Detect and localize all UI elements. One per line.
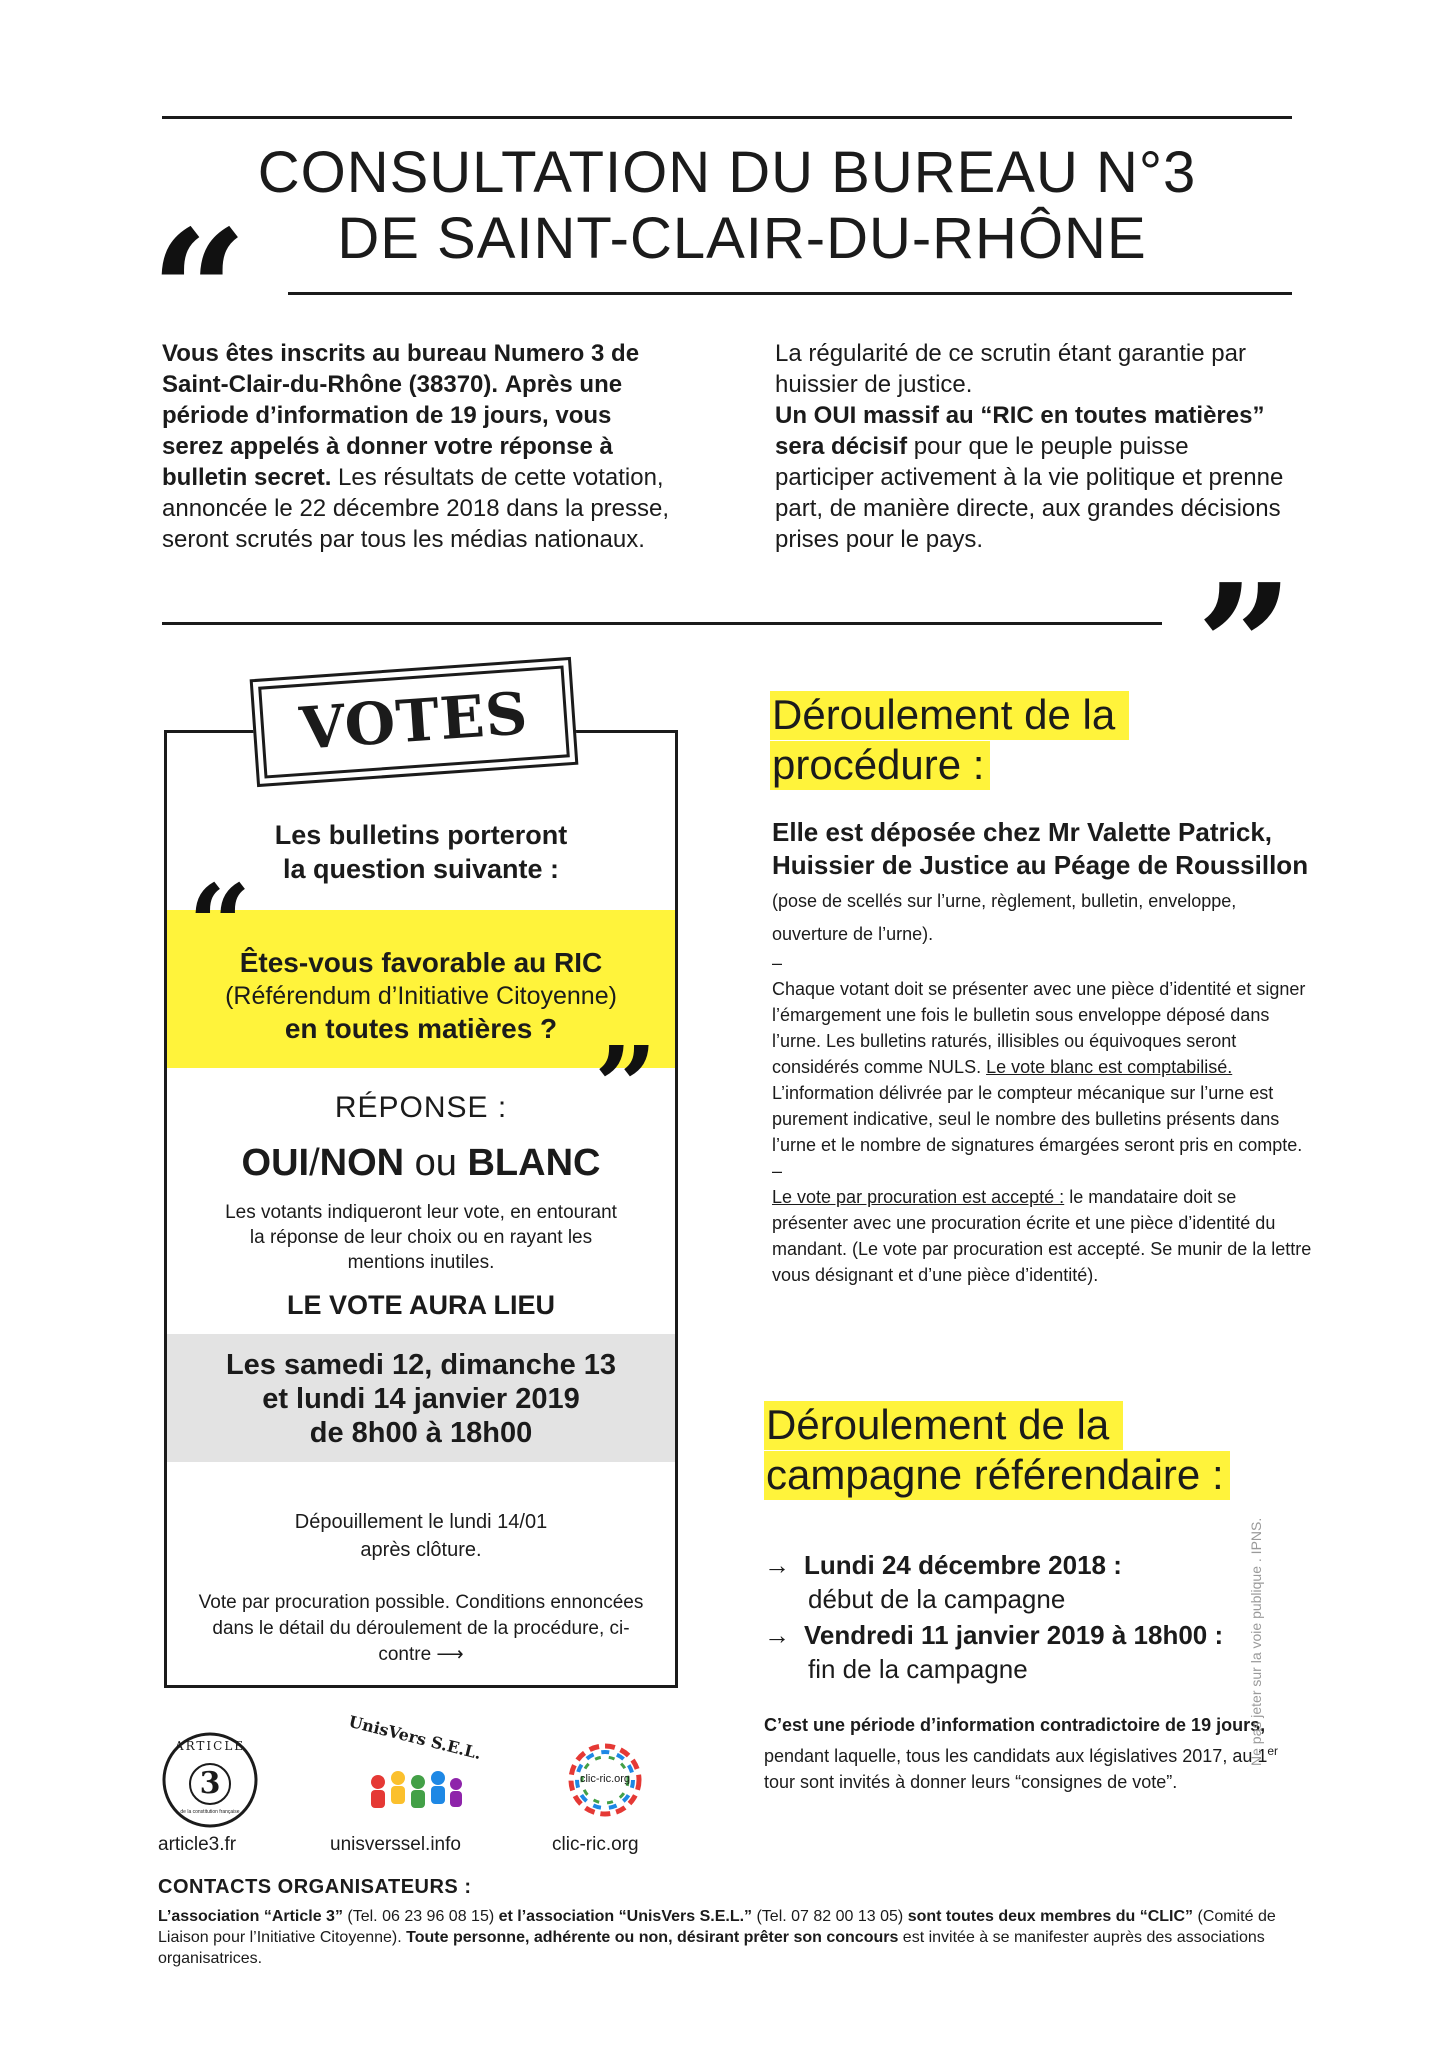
- votes-stamp-label: VOTES: [297, 679, 531, 763]
- question-line-1: Êtes-vous favorable au RIC: [239, 947, 603, 978]
- unisvers-caption: unisverssel.info: [330, 1834, 461, 1855]
- contacts-a-bold: L’association “Article 3”: [158, 1908, 343, 1925]
- depouillement-line-2: après clôture.: [360, 1539, 482, 1561]
- procedure-p2-underlined: Le vote par procuration est accepté :: [772, 1187, 1065, 1207]
- contacts-a-text: (Tel. 06 23 96 08 15): [342, 1908, 499, 1925]
- procedure-intro-bold: Elle est déposée chez Mr Valette Patrick, Huissier de Justice au Péage de Roussillon: [772, 817, 1309, 880]
- article3-numeral: 3: [199, 1766, 221, 1801]
- clic-ric-inner-text: clic-ric.org: [579, 1773, 631, 1785]
- procedure-body: [772, 816, 1312, 1288]
- clic-ric-caption: clic-ric.org: [552, 1834, 639, 1855]
- option-blanc: BLANC: [467, 1142, 601, 1184]
- reponse-options: [167, 1140, 675, 1186]
- procedure-p1-a: Chaque votant doit se présenter avec une pièce d’identité et signer l’émargement une fois le bulletin sous enveloppe déposé dans l’urne. Les bulletins raturés, illisibles ou équivoques seront considérés comme NULS.: [772, 979, 1306, 1077]
- procedure-heading-line-2: procédure :: [770, 741, 990, 790]
- reponse-label: RÉPONSE :: [334, 1091, 508, 1124]
- side-note: Ne pas jeter sur la voie publique . IPNS.: [1248, 1517, 1264, 1766]
- unisvers-people-icon: [358, 1764, 468, 1824]
- vote-heading: LE VOTE AURA LIEU: [286, 1290, 555, 1320]
- intro-bottom-rule: [162, 622, 1162, 625]
- open-quote-icon: “: [150, 193, 248, 393]
- campagne-heading-line-1: Déroulement de la: [764, 1401, 1123, 1450]
- depouillement: [167, 1508, 675, 1564]
- close-quote-icon: ”: [1196, 547, 1294, 747]
- intro-left-text: Les résultats de cette votation, annoncée le 22 décembre 2018 dans la presse, seront scrutés par tous les médias nationaux.: [162, 464, 670, 553]
- contacts-c-bold: sont toutes deux membres du “CLIC”: [907, 1908, 1194, 1925]
- contacts-c-text: (Comité de Liaison pour l’Initiative Citoyenne).: [158, 1908, 1276, 1946]
- contacts-heading: CONTACTS ORGANISATEURS :: [158, 1876, 472, 1898]
- campagne-heading-line-2: campagne référendaire :: [764, 1451, 1230, 1500]
- vote-dates: [167, 1348, 675, 1450]
- option-oui: OUI: [241, 1142, 310, 1184]
- article3-sub-text: de la constitution française: [180, 1809, 240, 1815]
- question-line-2: (Référendum d’Initiative Citoyenne): [225, 982, 617, 1010]
- contacts-b-bold: et l’association “UnisVers S.E.L.”: [498, 1908, 753, 1925]
- dates-line-1: Les samedi 12, dimanche 13: [225, 1349, 617, 1381]
- question-open-quote-icon: “: [188, 860, 252, 989]
- procedure-p2-a: le mandataire doit se présenter avec une procuration écrite et une pièce d’identité du mandant. (Le vote par procuration est accepté. Se munir de la lettre vous désignant et d’une pièce d’identité).: [772, 1187, 1312, 1285]
- intro-right-bold: Un OUI massif au “RIC en toutes matières” sera décisif: [775, 402, 1265, 460]
- depouillement-line-1: Dépouillement le lundi 14/01: [294, 1511, 548, 1533]
- arrow-icon: →: [764, 1620, 790, 1650]
- option-ou: ou: [404, 1142, 468, 1184]
- article3-ring-text: ARTICLE: [174, 1739, 246, 1753]
- logo-article3[interactable]: [158, 1730, 298, 1860]
- intro-left-bold-1: Vous êtes inscrits au bureau Numero 3 de Saint-Clair-du-Rhône (38370).: [162, 340, 640, 398]
- campagne-para-sup: er: [1267, 1744, 1279, 1758]
- campagne-para-b: tour sont invités à donner leurs “consignes de vote”.: [764, 1772, 1178, 1792]
- campagne-item-2-text: fin de la campagne: [808, 1654, 1028, 1684]
- logo-unisvers[interactable]: [330, 1711, 490, 1860]
- option-slash: /: [309, 1142, 320, 1184]
- intro-right-text-2: pour que le peuple puisse participer activement à la vie politique et prenne part, de manière directe, aux grandes décisions prises pour le pays.: [775, 433, 1284, 553]
- campagne-item-1-text: début de la campagne: [808, 1584, 1066, 1614]
- unisvers-ring-text: UnisVers S.E.L.: [346, 1711, 484, 1764]
- intro-right-text-1: La régularité de ce scrutin étant garantie par huissier de justice.: [775, 340, 1246, 398]
- campagne-paragraph: [764, 1712, 1286, 1795]
- intro-left-bold-2: Après une période d’information de 19 jours, vous serez appelés à donner votre réponse à bulletin secret.: [162, 371, 623, 491]
- top-rule: [162, 116, 1292, 119]
- campagne-item-1: [764, 1548, 1324, 1616]
- procedure-heading-line-1: Déroulement de la: [770, 691, 1129, 740]
- title-line-2: DE SAINT-CLAIR-DU-RHÔNE: [337, 206, 1147, 271]
- campagne-heading: [764, 1400, 1324, 1500]
- dates-line-2: et lundi 14 janvier 2019: [262, 1383, 580, 1415]
- contacts-text: [158, 1906, 1308, 1969]
- question-intro-line-2: la question suivante :: [282, 854, 560, 884]
- procedure-paragraph-2: [772, 1184, 1312, 1288]
- campagne-item-2-bold: Vendredi 11 janvier 2019 à 18h00 :: [804, 1620, 1224, 1650]
- title-underline: [288, 292, 1292, 295]
- procedure-dash-1: –: [772, 953, 783, 973]
- contacts-d-bold: Toute personne, adhérente ou non, désirant prêter son concours: [406, 1929, 899, 1946]
- procedure-dash-2: –: [772, 1161, 783, 1181]
- dates-line-3: de 8h00 à 18h00: [309, 1417, 533, 1449]
- title-line-1: CONSULTATION DU BUREAU N°3: [257, 140, 1197, 205]
- intro-right: [775, 338, 1285, 555]
- logo-clic-ric[interactable]: [552, 1740, 672, 1860]
- question-line-3: en toutes matières ?: [284, 1013, 558, 1044]
- votes-stamp: [250, 657, 579, 787]
- contacts-b-text: (Tel. 07 82 00 13 05): [752, 1908, 908, 1925]
- campagne-para-a: pendant laquelle, tous les candidats aux législatives 2017, au 1: [764, 1746, 1268, 1766]
- contacts-d-text: est invitée à se manifester auprès des associations organisatrices.: [158, 1929, 1265, 1967]
- arrow-icon: →: [764, 1550, 790, 1580]
- campagne-item-2: [764, 1618, 1324, 1686]
- procedure-paragraph-1: [772, 976, 1312, 1158]
- campagne-para-bold: C’est une période d’information contradictoire de 19 jours,: [764, 1715, 1266, 1735]
- question-intro-line-1: Les bulletins porteront: [274, 820, 568, 850]
- procedure-heading: [770, 690, 1290, 790]
- vote-instructions: Les votants indiqueront leur vote, en entourant la réponse de leur choix ou en rayant les mentions inutiles.: [225, 1202, 617, 1273]
- page-title: [162, 140, 1292, 272]
- option-non: NON: [319, 1142, 405, 1184]
- procedure-intro-tail: (pose de scellés sur l’urne, règlement, bulletin, enveloppe, ouverture de l’urne).: [772, 891, 1237, 944]
- article3-caption: article3.fr: [158, 1834, 237, 1855]
- procedure-p1-underlined: Le vote blanc est comptabilisé.: [986, 1057, 1233, 1077]
- question-close-quote-icon: ”: [594, 1022, 658, 1151]
- campagne-item-1-bold: Lundi 24 décembre 2018 :: [804, 1550, 1122, 1580]
- procuration-note: Vote par procuration possible. Conditions ennoncées dans le détail du déroulement de la procédure, ci-contre ⟶: [198, 1592, 644, 1665]
- procedure-p1-b: L’information délivrée par le compteur mécanique sur l’urne est purement indicative, seul le nombre des bulletins présents dans l’urne et le nombre de signatures émargées seront pris en compte.: [772, 1083, 1303, 1155]
- intro-left: [162, 338, 670, 555]
